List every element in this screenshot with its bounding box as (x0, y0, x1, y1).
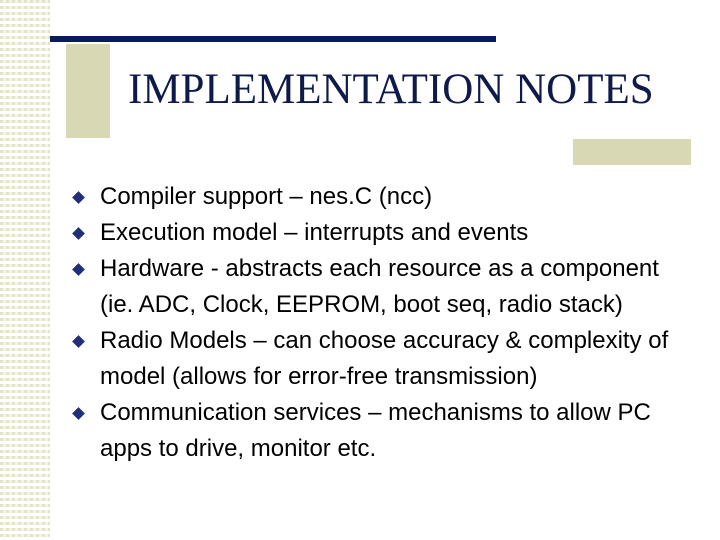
left-stripe-decoration (0, 0, 50, 540)
bullet-item (74, 323, 674, 395)
bullet-text: Execution model – interrupts and events (100, 219, 529, 246)
bullet-item (74, 395, 674, 467)
bullet-item (74, 215, 674, 251)
bullet-text: Radio Models – can choose accuracy & complexity of model (allows for error-free transmission) (100, 327, 669, 390)
bullet-item (74, 179, 674, 215)
slide-title: IMPLEMENTATION NOTES (128, 66, 654, 113)
title-rule (50, 36, 496, 42)
bullet-text: Hardware - abstracts each resource as a component (ie. ADC, Clock, EEPROM, boot seq, radio stack) (100, 255, 659, 318)
diamond-bullet-icon (72, 335, 85, 348)
bullet-list (74, 179, 674, 467)
diamond-bullet-icon (72, 263, 85, 276)
corner-accent-block (573, 139, 691, 165)
diamond-bullet-icon (72, 191, 85, 204)
bullet-text: Communication services – mechanisms to allow PC apps to drive, monitor etc. (100, 399, 651, 462)
diamond-bullet-icon (72, 407, 85, 420)
title-accent-block (66, 44, 110, 138)
bullet-item (74, 251, 674, 323)
bullet-text: Compiler support – nes.C (ncc) (100, 183, 433, 210)
diamond-bullet-icon (72, 227, 85, 240)
